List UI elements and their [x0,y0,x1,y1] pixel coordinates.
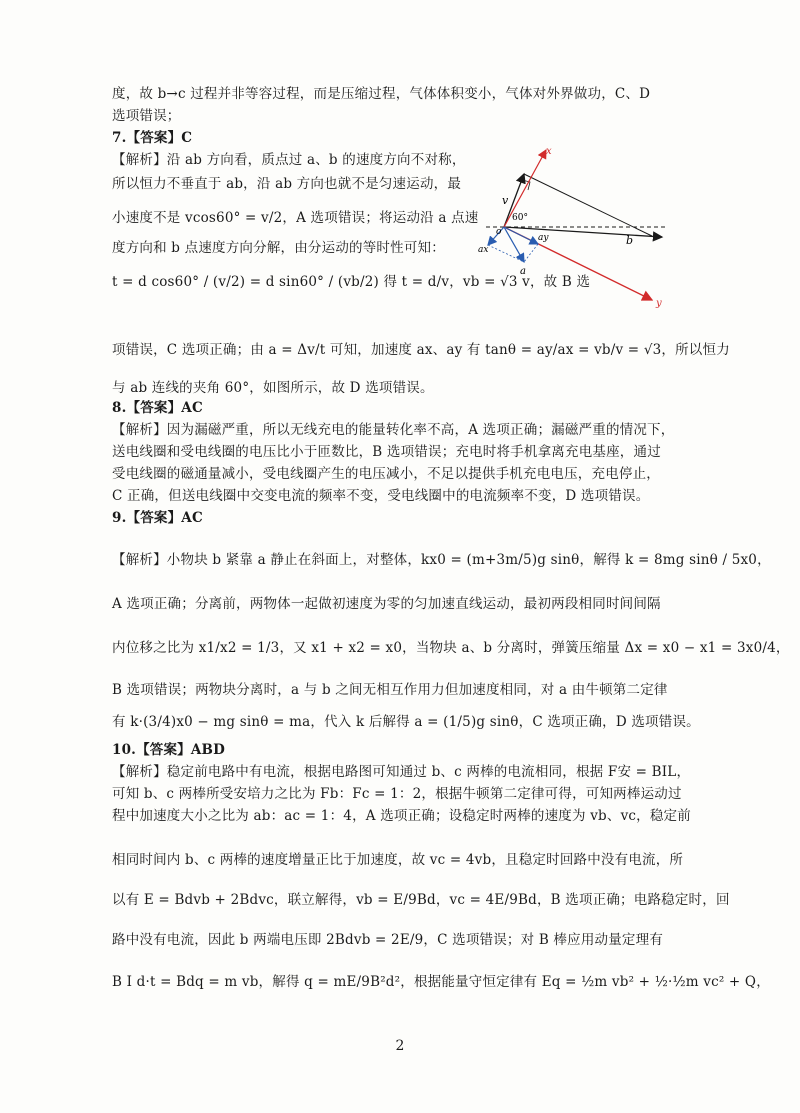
text-line: B 选项错误；两物块分离时，a 与 b 之间无相互作用力但加速度相同，对 a 由牛顿第二定律 [112,682,668,698]
label-v: v [502,194,509,207]
page-number: 2 [395,1038,405,1054]
label-x: x [546,146,552,157]
label-y: y [656,298,662,309]
text-line: 度，故 b→c 过程并非等容过程，而是压缩过程，气体体积变小，气体对外界做功，C、D [112,86,651,102]
formula-line: B I d·t = Bdq = m vb，解得 q = mE/9B²d²，根据能量守恒定律有 Eq = ½m vb² + ½·½m vc² + Q， [112,974,770,990]
text-line: A 选项正确；分离前，两物体一起做初速度为零的匀加速直线运动，最初两段相同时间间隔 [112,596,661,612]
formula-line: 【解析】小物块 b 紧靠 a 静止在斜面上，对整体，kx0 = (m+3m/5)g sinθ，解得 k = 8mg sinθ / 5x0， [112,552,771,568]
text-line: 度方向和 b 点速度方向分解，由分运动的等时性可知： [112,240,445,256]
text-line: 【解析】沿 ab 方向看，质点过 a、b 的速度方向不对称， [112,152,466,168]
text-line: 相同时间内 b、c 两棒的速度增量正比于加速度，故 vc = 4vb，且稳定时回路中没有电流，所 [112,852,684,868]
label-b: b [626,234,634,247]
formula-line: 路中没有电流，因此 b 两端电压即 2Bdvb = 2E/9，C 选项错误；对 B 棒应用动量定理有 [112,932,664,948]
answer-heading: 10.【答案】ABD [112,742,226,758]
text-line: 送电线圈和受电线圈的电压比小于匝数比，B 选项错误；充电时将手机拿离充电基座，通过 [112,444,661,460]
text-line: 小速度不是 vcos60° = v/2，A 选项错误；将运动沿 a 点速 [112,210,479,226]
vector-diagram [476,140,676,312]
text-line: 可知 b、c 两棒所受安培力之比为 Fb：Fc = 1：2，根据牛顿第二定律可得，可知两棒运动过 [112,786,682,802]
text-line: 程中加速度大小之比为 ab：ac = 1：4，A 选项正确；设稳定时两棒的速度为 vb、vc，稳定前 [112,808,691,824]
text-line: 选项错误； [112,108,181,124]
answer-heading: 9.【答案】AC [112,510,203,526]
text-line: 所以恒力不垂直于 ab，沿 ab 方向也就不是匀速运动，最 [112,176,462,192]
formula-line: 内位移之比为 x1/x2 = 1/3，又 x1 + x2 = x0，当物块 a、b 分离时，弹簧压缩量 Δx = x0 − x1 = 3x0/4， [112,640,790,656]
label-o: o [496,227,502,237]
label-angle: 60° [512,213,528,223]
formula-line: t = d cos60° / (v/2) = d sin60° / (vb/2) 得 t = d/v，vb = √3 v，故 B 选 [112,274,591,290]
formula-line: 有 k·(3/4)x0 − mg sinθ = ma，代入 k 后解得 a = (1/5)g sinθ，C 选项正确，D 选项错误。 [112,714,700,730]
ab-line [504,227,662,237]
label-ay: ay [538,233,549,243]
formula-line: 项错误，C 选项正确；由 a = Δv/t 可知，加速度 ax、ay 有 tanθ = ay/ax = vb/v = √3，所以恒力 [112,342,730,358]
text-line: C 正确，但送电线圈中交变电流的频率不变，受电线圈中的电流频率不变，D 选项错误。 [112,488,650,504]
answer-heading: 7.【答案】C [112,130,193,146]
text-line: 受电线圈的磁通量减小，受电线圈产生的电压减小，不足以提供手机充电电压，充电停止， [112,466,660,482]
component-guide [524,244,538,262]
label-a: a [520,266,526,277]
label-ax: ax [478,245,489,255]
text-line: 与 ab 连线的夹角 60°，如图所示，故 D 选项错误。 [112,380,434,396]
formula-line: 以有 E = Bdvb + 2Bdvc，联立解得，vb = E/9Bd，vc = 4E/9Bd，B 选项正确；电路稳定时，回 [112,892,730,908]
text-line: 【解析】因为漏磁严重，所以无线充电的能量转化率不高，A 选项正确；漏磁严重的情况下， [112,422,675,438]
answer-heading: 8.【答案】AC [112,400,203,416]
text-line: 【解析】稳定前电路中有电流，根据电路图可知通过 b、c 两棒的电流相同，根据 F安 = BIL， [112,764,691,780]
